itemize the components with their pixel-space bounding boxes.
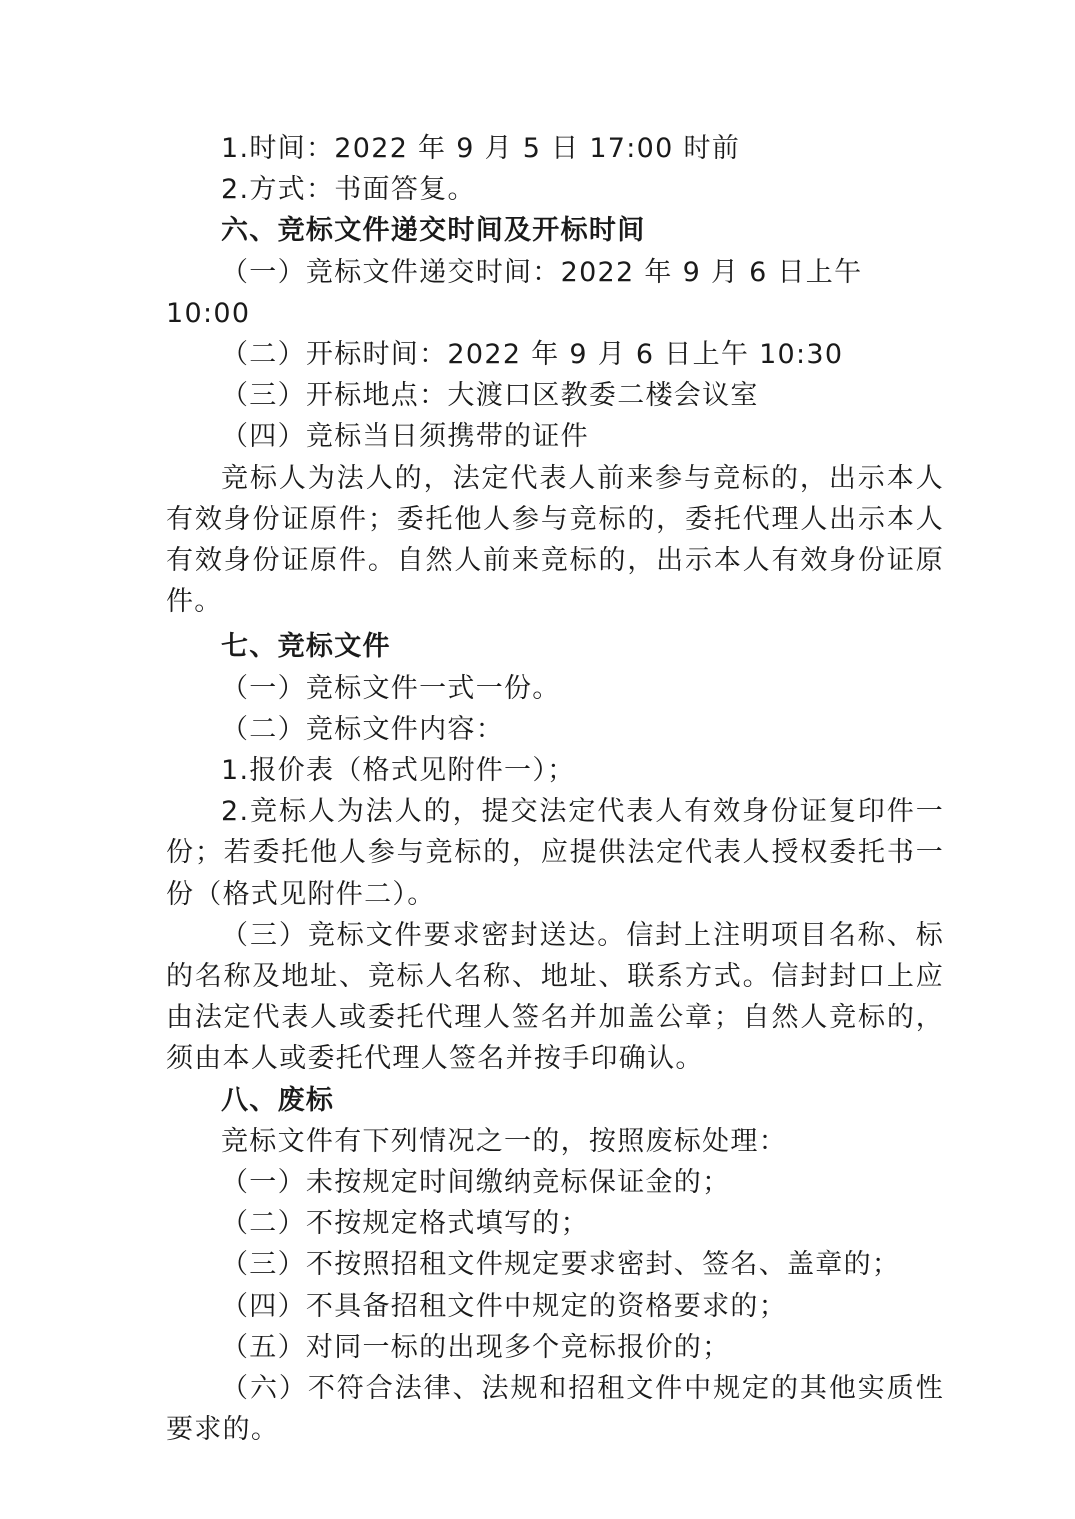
identity-requirement-paragraph: 竞标人为法人的，法定代表人前来参与竞标的，出示本人有效身份证原件；委托他人参与竞标的，委托代理人出示本人有效身份证原件。自然人前来竞标的，出示本人有效身份证原件。: [166, 462, 944, 618]
section-8-heading: 八、废标: [221, 1084, 335, 1116]
invalid-item-3: （三）不按照招租文件规定要求密封、签名、盖章的；: [221, 1249, 901, 1281]
clarification-method-line: 2.方式：书面答复。: [221, 174, 476, 206]
id-copy-paragraph: 2.竞标人为法人的，提交法定代表人有效身份证复印件一份；若委托他人参与竞标的，应提供法定代表人授权委托书一份（格式见附件二）。: [166, 796, 944, 910]
invalid-item-5: （五）对同一标的出现多个竞标报价的；: [221, 1331, 731, 1363]
invalid-item-1: （一）未按规定时间缴纳竞标保证金的；: [221, 1167, 731, 1199]
section-6-heading: 六、竞标文件递交时间及开标时间: [221, 215, 646, 247]
opening-location-line: （三）开标地点：大渡口区教委二楼会议室: [221, 380, 759, 412]
invalid-item-6: （六）不符合法律、法规和招租文件中规定的其他实质性要求的。: [166, 1373, 944, 1446]
copies-line: （一）竞标文件一式一份。: [221, 672, 561, 704]
document-body: [166, 128, 944, 1451]
required-documents-line: （四）竞标当日须携带的证件: [221, 421, 589, 453]
section-7-heading: 七、竞标文件: [221, 631, 391, 663]
opening-time-line: （二）开标时间：2022 年 9 月 6 日上午 10:30: [221, 339, 844, 371]
submission-time-line: （一）竞标文件递交时间：2022 年 9 月 6 日上午 10:00: [166, 256, 863, 329]
contents-line: （二）竞标文件内容：: [221, 713, 504, 745]
invalid-bid-intro-line: 竞标文件有下列情况之一的，按照废标处理：: [221, 1125, 787, 1157]
quote-form-line: 1.报价表（格式见附件一）；: [221, 755, 576, 787]
invalid-item-4: （四）不具备招租文件中规定的资格要求的；: [221, 1290, 787, 1322]
sealing-requirement-paragraph: （三）竞标文件要求密封送达。信封上注明项目名称、标的名称及地址、竞标人名称、地址、联系方式。信封封口上应由法定代表人或委托代理人签名并加盖公章；自然人竞标的，须由本人或委托代理人签名并按手印确认。: [166, 919, 944, 1075]
clarification-time-line: 1.时间：2022 年 9 月 5 日 17:00 时前: [221, 133, 741, 164]
invalid-item-2: （二）不按规定格式填写的；: [221, 1208, 589, 1240]
